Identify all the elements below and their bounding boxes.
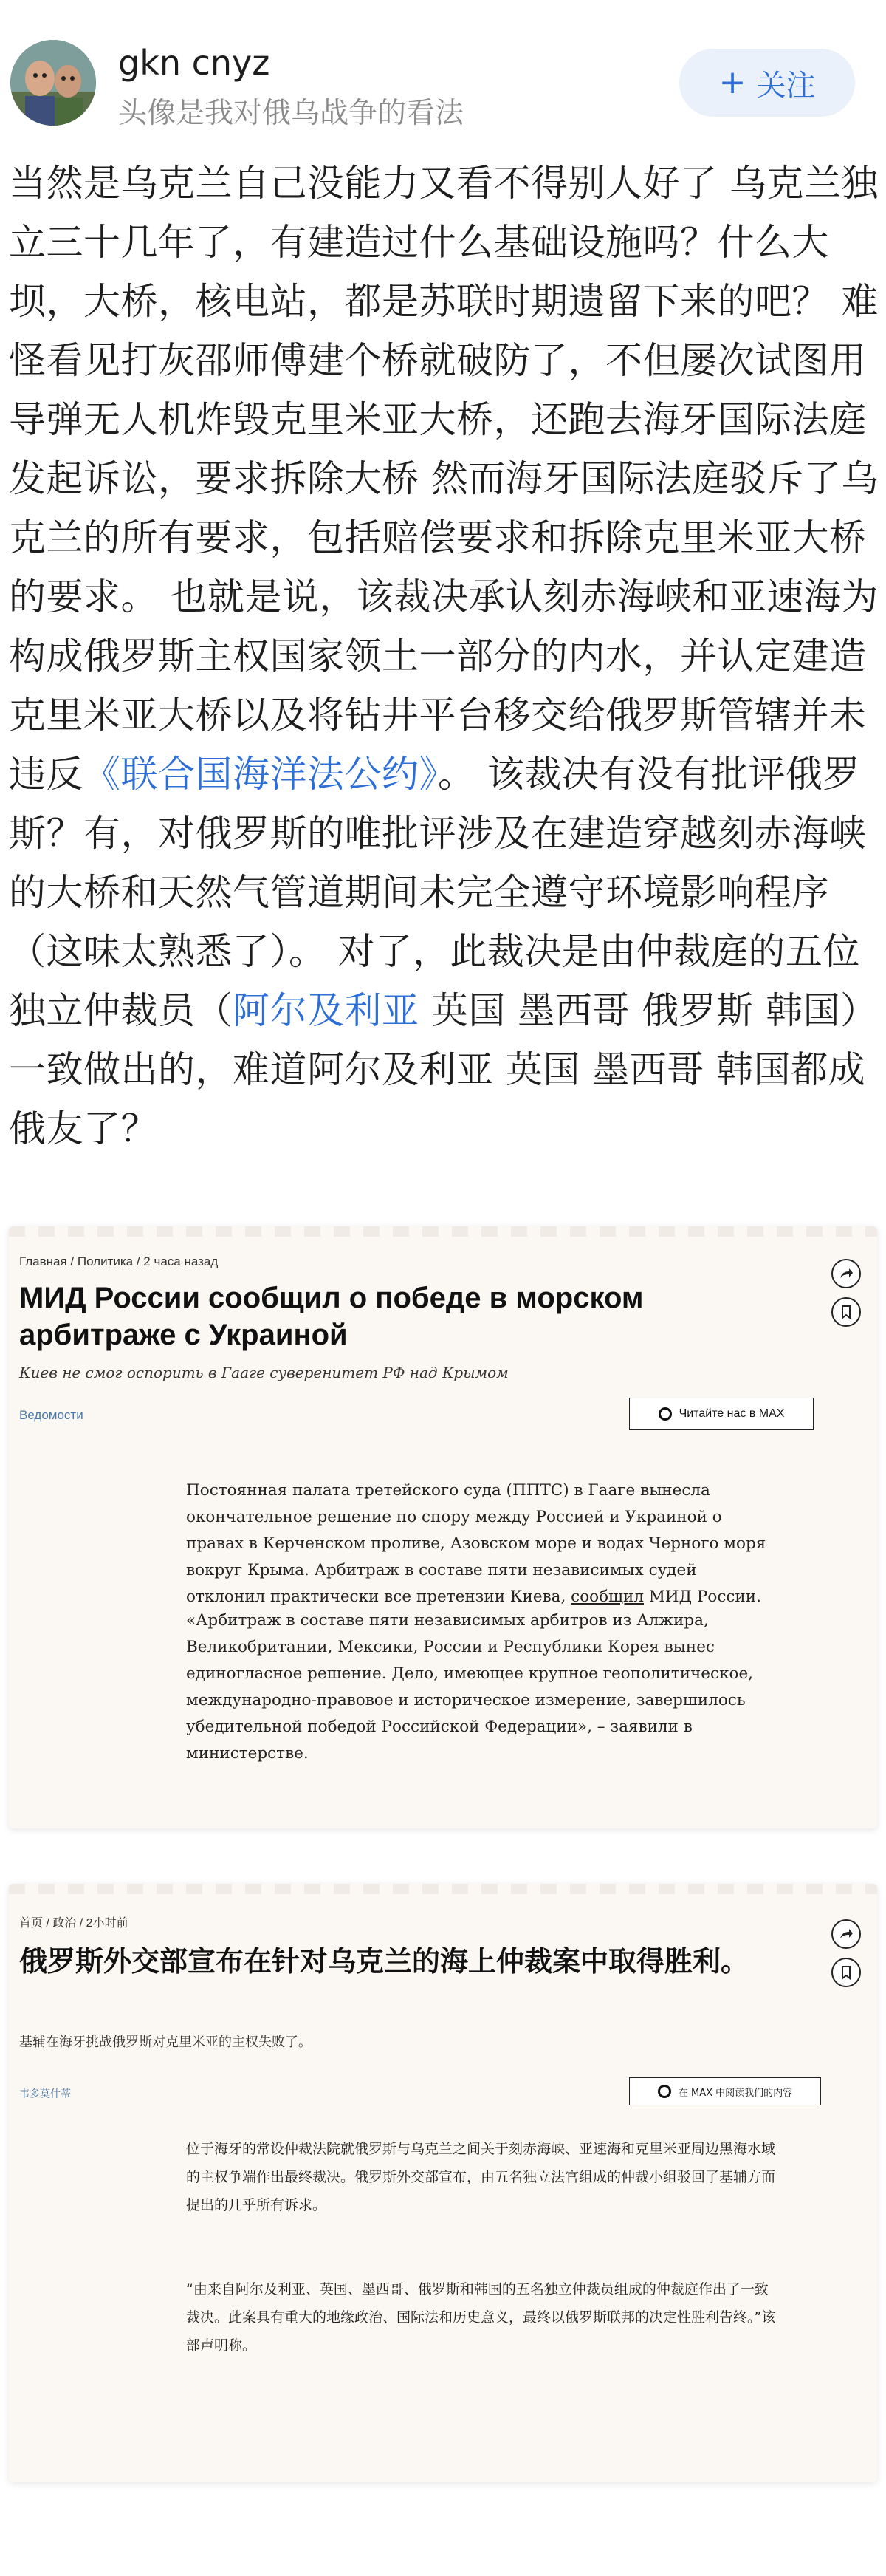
- article-paragraph-1: [186, 1477, 777, 1610]
- avatar-image: [10, 40, 96, 126]
- paragraph-text: Постоянная палата третейского суда (ППТС) в Гааге вынесла окончательное решение по спору между Россией и Украиной о правах в Керченском проливе, Азовском море и водах Черного моря вокруг Крыма. Арбитраж в составе пяти независимых судей отклонил практически все претензии Киева,: [186, 1481, 766, 1606]
- breadcrumb: Главная / Политика / 2 часа назад: [19, 1254, 219, 1268]
- algeria-link[interactable]: 阿尔及利亚: [233, 989, 419, 1032]
- plus-icon: +: [718, 64, 746, 101]
- post-text-part2: 。 该裁决有没有批评俄罗斯？有，对俄罗斯的唯批评涉及在建造穿越刻赤海峡的大桥和天然气管道期间未完全遵守环境影响程序（这味太熟悉了）。 对了，此裁决是由仲裁庭的五位独立仲裁员（: [9, 753, 867, 1032]
- article-source: 韦多莫什蒂: [19, 2088, 71, 2100]
- share-icon: [831, 1259, 861, 1288]
- article-image-russian[interactable]: [9, 1226, 877, 1828]
- bookmark-icon: [831, 1958, 861, 1987]
- article-source: Ведомости: [19, 1408, 83, 1422]
- follow-button[interactable]: [679, 49, 855, 117]
- breadcrumb: 首页 / 政治 / 2小时前: [19, 1917, 128, 1930]
- post-text-part1: 当然是乌克兰自己没能力又看不得别人好了 乌克兰独立三十几年了，有建造过什么基础设施吗？什么大坝，大桥，核电站，都是苏联时期遗留下来的吧？ 难怪看见打灰邵师傅建个桥就破防了，不但屡次试图用导弹无人机炸毁克里米亚大桥，还跑去海牙国际法庭发起诉讼，要求拆除大桥 然而海牙国际法庭驳斥了乌克兰的所有要求，包括赔偿要求和拆除克里米亚大桥的要求。 也就是说，该裁决承认刻赤海峡和亚速海为构成俄罗斯主权国家领土一部分的内水，并认定建造克里米亚大桥以及将钻井平台移交给俄罗斯管辖并未违反: [9, 162, 879, 796]
- article-title: МИД России сообщил о победе в морском арбитраже с Украиной: [19, 1282, 644, 1351]
- avatar[interactable]: [10, 40, 96, 126]
- post-text-part3: 英国 墨西哥 俄罗斯 韩国）一致做出的，难道阿尔及利亚 英国 墨西哥 韩国都成俄友了？: [9, 989, 878, 1150]
- image-edge: [9, 1884, 877, 1894]
- image-edge: [9, 1226, 877, 1237]
- post-header: [0, 0, 886, 148]
- article-image-chinese[interactable]: [9, 1884, 877, 2482]
- unclos-link[interactable]: 《联合国海洋法公约》: [83, 753, 438, 796]
- article-title: 俄罗斯外交部宣布在针对乌克兰的海上仲裁案中取得胜利。: [19, 1945, 749, 1978]
- post-body: [9, 154, 880, 1158]
- read-in-max-label: Читайте нас в MAX: [679, 1407, 785, 1420]
- max-logo-icon: [659, 1407, 672, 1421]
- user-signature: 头像是我对俄乌战争的看法: [118, 97, 464, 130]
- max-logo-icon: [658, 2085, 671, 2098]
- reported-link: сообщил: [571, 1588, 645, 1606]
- username[interactable]: gkn cnyz: [118, 43, 270, 83]
- article-paragraph-1: 位于海牙的常设仲裁法院就俄罗斯与乌克兰之间关于刻赤海峡、亚速海和克里米亚周边黑海水域的主权争端作出最终裁决。俄罗斯外交部宣布，由五名独立法官组成的仲裁小组驳回了基辅方面提出的几乎所有诉求。: [186, 2141, 776, 2213]
- article-paragraph-2: «Арбитраж в составе пяти независимых арбитров из Алжира, Великобритании, Мексики, России и Республики Корея вынес единогласное решение. Дело, имеющее крупное геополитическое, международно-правовое и историческое измерение, завершилось убедительной победой Российской Федерации», – заявили в министерстве.: [186, 1611, 754, 1763]
- read-in-max-button: [629, 2077, 821, 2105]
- share-icon: [831, 1919, 861, 1949]
- paragraph-text-end: МИД России.: [644, 1588, 761, 1606]
- bookmark-icon: [831, 1297, 861, 1327]
- read-in-max-button: [629, 1398, 814, 1430]
- follow-label: 关注: [756, 68, 816, 103]
- read-in-max-label: 在 MAX 中阅读我们的内容: [678, 2087, 793, 2099]
- article-subtitle: Киев не смог оспорить в Гааге суверенитет РФ над Крымом: [19, 1364, 509, 1381]
- article-subtitle: 基辅在海牙挑战俄罗斯对克里米亚的主权失败了。: [19, 2035, 312, 2050]
- article-paragraph-2: “由来自阿尔及利亚、英国、墨西哥、俄罗斯和韩国的五名独立仲裁员组成的仲裁庭作出了一致裁决。此案具有重大的地缘政治、国际法和历史意义，最终以俄罗斯联邦的决定性胜利告终。”该部声明称。: [186, 2281, 776, 2354]
